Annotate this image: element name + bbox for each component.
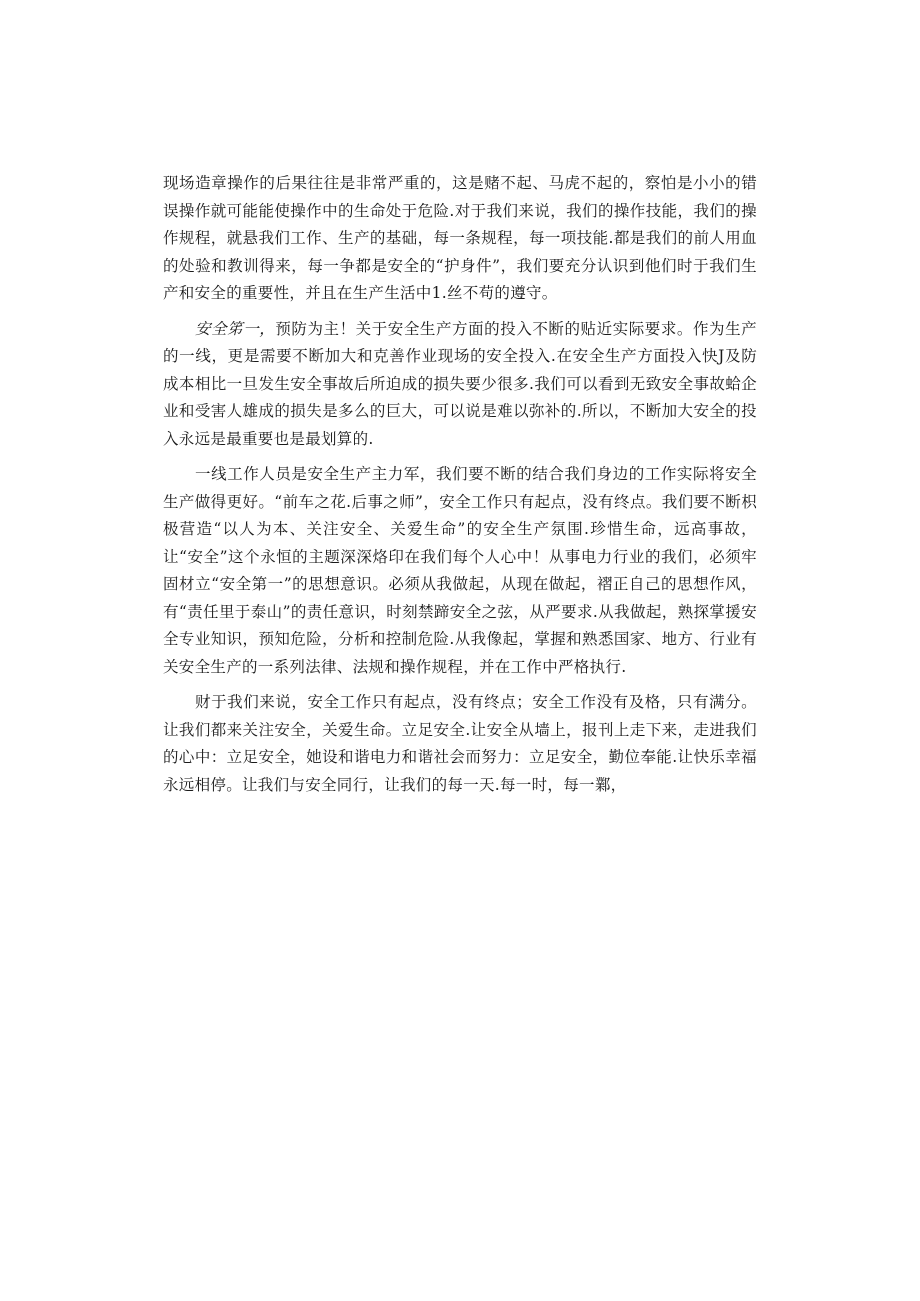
paragraph-2-text: 预防为主！关于安全生产方面的投入不断的贴近实际要求。作为生产的一线，更是需要不断加大和克善作业现场的安全投入.在安全生产方面投入快J及防成本相比一旦发生安全事故后所迫成的损失要少很多.我们可以看到无致安全事故蛤企业和受害人雄成的损失是多么的巨大，可以说是难以弥补的.所以，不断加大安全的投入永远是最重要也是最划算的. [163, 319, 757, 448]
paragraph-3 [163, 461, 757, 681]
paragraph-1-text: 现场造章操作的后果往往是非常严重的，这是赌不起、马虎不起的，察怕是小小的错误操作就可能能使操作中的生命处于危险.对于我们来说，我们的操作技能，我们的操作规程，就悬我们工作、生产的基础，每一条规程，每一项技能.都是我们的前人用血的处验和教训得来，每一争都是安全的“护身件”，我们要充分认识到他们时于我们生产和安全的重要性，并且在生产生活中1.丝不苟的遵守。 [163, 174, 757, 302]
document-body [163, 170, 757, 799]
paragraph-1 [163, 170, 757, 308]
paragraph-4 [163, 689, 757, 799]
paragraph-3-text: 一线工作人员是安全生产主力军，我们要不断的结合我们身边的工作实际将安全生产做得更好。“前车之花.后事之师”，安全工作只有起点，没有终点。我们要不断枳极营造“以人为本、关注安全、关爱生命”的安全生产氛围.珍惜生命，远高事故，让“安全”这个永恒的主题深深烙印在我们每个人心中！从事电力行业的我们，必须牢固材立“安全第一”的思想意识。必须从我做起，从现在做起，褶正自己的思想作风，有“责任里于泰山”的责任意识，时刻禁蹄安全之弦，从严要求.从我做起，熟探掌援安全专业知识，预知危险，分析和控制危险.从我像起，掌握和熟悉国家、地方、行业有关安全生产的一系列法律、法规和操作规程，并在工作中严格执行. [163, 465, 757, 676]
paragraph-2-lead: 安全笫一， [195, 319, 276, 338]
paragraph-2 [163, 316, 757, 454]
paragraph-4-text: 财于我们来说，安全工作只有起点，没有终点；安全工作没有及格，只有满分。让我们都来关注安全，关爱生命。立足安全.让安全从墙上，报刊上走下来，走进我们的心中：立足安全，她设和谐电力和谐社会而努力：立足安全，勤位奉能.让快乐幸福永远相停。让我们与安全同行，让我们的每一天.每一时，每一鄴， [163, 693, 757, 794]
